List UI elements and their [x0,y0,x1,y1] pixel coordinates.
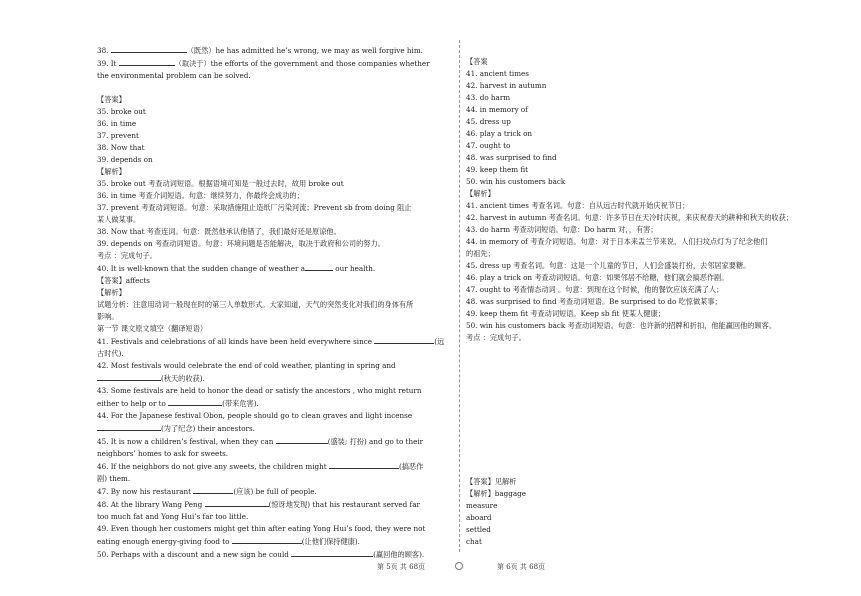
analysis-37-cont: 某人做某事。 [97,215,141,224]
column-divider [459,40,460,552]
answer-blank[interactable] [374,335,434,344]
analysis-35: 35. broke out 考查动词短语。根据语境可知是一般过去时，故用 broke out [97,179,344,188]
question-44: 44. For the Japanese festival Obon, people should go to clean graves and light incense [97,411,413,420]
analysis-item: 49. keep them fit 考查动词短语。Keep sb fit 使某人健康； [466,309,665,318]
answer-blank[interactable] [291,548,373,557]
analysis-heading: 【解析】 [97,167,126,176]
question-41-cont: 古时代). [97,349,124,358]
answer-item: 48. was surprised to find [466,153,557,162]
question-39-cont: the environmental problem can be solved. [97,71,251,80]
question-47: 47. By now his restaurant (应该) be full of people. [97,487,317,496]
answer-item: 50. win his customers back [466,177,566,186]
answer-blank[interactable] [193,485,233,494]
question-44-cont: (为了纪念) their ancestors. [97,422,452,435]
word-item: chat [466,537,482,546]
answer-item: 41. ancient times [466,69,529,78]
question-46-cont: 剧) them. [97,474,131,483]
analysis-item: 47. ought to 考查情态动词 。句意：到现在这个时候，他的餐饮应该充满了人； [466,285,724,294]
word-item: measure [466,501,498,510]
question-48: 48. At the library Wang Peng (惊讶地发现) that his restaurant served far [97,500,420,509]
kaodian: 考点 ：完成句子。 [466,333,526,342]
binding-circle-icon [455,562,463,570]
answer-item: 35. broke out [97,107,146,116]
answer-item: 37. prevent [97,131,139,140]
word-item: settled [466,525,491,534]
analysis-37: 37. prevent 考查动词短语。句意：采取措施阻止造纸厂污染河流；Prevent sb from doing 阻止 [97,203,412,212]
answer-item: 44. in memory of [466,105,528,114]
answer-heading: 【答案 [466,57,488,66]
answer-40: 【答案】affects [97,276,150,285]
question-42-cont: (秋天的收获). [97,372,452,385]
analysis-bottom: 【解析】baggage [466,489,526,498]
question-46: 46. If the neighbors do not give any sweets, the children might (搞恶作 [97,462,424,471]
answer-blank[interactable] [97,422,161,431]
answer-item: 42. harvest in autumn [466,81,547,90]
analysis-item: 48. was surprised to find 考查动词短语。Be surprised to do 吃惊做某事； [466,297,722,306]
answer-item: 43. do harm [466,93,511,102]
answer-heading: 【答案】 [97,95,126,104]
analysis-39: 39. depends on 考查动词短语。句意：环境问题是否能解决，取决于政府和公司的努力。 [97,239,385,248]
analysis-heading: 【解析】 [97,288,126,297]
answer-item: 39. depends on [97,155,153,164]
answer-bottom: 【答案】见解析 [466,477,517,486]
question-45: 45. It is now a children’s festival, when they can (盛装; 打扮) and go to their [97,437,424,446]
page-number-right: 第 6页 共 68页 [497,563,546,571]
analysis-item: 43. do harm 考查动词短语。句意：Do harm 对，，有害； [466,225,658,234]
right-column [466,44,828,548]
answer-item: 46. play a trick on [466,129,533,138]
analysis-40-cont: 影响。 [97,312,119,321]
analysis-item: 42. harvest in autumn 考查名词。句意：许多节日在天冷时庆祝，来庆祝春天的耕种和秋天的收获； [466,213,793,222]
question-49-cont: eating enough energy-giving food to (让他们保持健康). [97,537,360,546]
analysis-item: 50. win his customers back 考查动词短语。句意：也许新的招牌和折扣，他能赢回他的顾客。 [466,321,777,330]
question-41: 41. Festivals and celebrations of all kinds have been held everywhere since (远 [97,337,445,346]
question-43-cont: either to help or to (带来危害). [97,399,259,408]
page-number-left: 第 5页 共 68页 [377,563,426,571]
answer-blank[interactable] [232,535,302,544]
question-40: 40. It is well-known that the sudden change of weather a our health. [97,264,376,273]
section-title: 第一节 课文原文填空（翻译短语） [97,324,208,333]
answer-item: 38. Now that [97,143,145,152]
question-50: 50. Perhaps with a discount and a new sign he could (赢回他的顾客). [97,550,425,559]
analysis-36: 36. in time 考查介词短语。句意：继续努力，你最终会成功的； [97,191,304,200]
answer-item: 47. ought to [466,141,511,150]
analysis-item: 的祖先； [466,249,495,258]
question-38: 38. （既然）he has admitted he’s wrong, we may as well forgive him. [97,46,423,55]
word-item: aboard [466,513,492,522]
question-49: 49. Even though her customers might get thin after eating Yong Hui’s food, they were not [97,524,426,533]
question-48-cont: too much fat and Yong Hui’s far too little. [97,512,249,521]
question-42: 42. Most festivals would celebrate the end of cold weather, planting in spring and [97,361,396,370]
analysis-item: 41. ancient times 考查名词。句意：自从远古时代就开始庆祝节日； [466,201,690,210]
answer-blank[interactable] [305,262,333,271]
answer-item: 45. dress up [466,117,511,126]
analysis-item: 45. dress up 考查名词。句意：这是一个儿童的节日，人们会盛装打扮，去邻居家要糖。 [466,261,751,270]
analysis-40: 试题分析：注意用动词一般现在时的第三人单数形式。大家知道，天气的突然变化对我们的身体有所 [97,300,414,309]
answer-blank[interactable] [329,460,399,469]
question-43: 43. Some festivals are held to honor the dead or satisfy the ancestors , who might return [97,386,422,395]
answer-blank[interactable] [276,435,328,444]
analysis-item: 44. in memory of 考查介词短语。句意：对于日本来盂兰节来说，人们扫坟点灯为了纪念他们 [466,237,768,246]
answer-item: 36. in time [97,119,137,128]
question-39: 39. It （取决于）the efforts of the government and those companies whether [97,59,430,68]
analysis-item: 46. play a trick on 考查动词短语。句意：如果邻居不给糖，他们就会搞恶作剧。 [466,273,729,282]
answer-blank[interactable] [119,57,175,66]
question-45-cont: neighbors’ homes to ask for sweets. [97,449,229,458]
analysis-38: 38. Now that 考查连词。句意：既然他承认他错了，我们最好还是原谅他。 [97,227,341,236]
left-column [97,44,452,561]
answer-blank[interactable] [111,44,187,53]
answer-blank[interactable] [205,498,269,507]
answer-blank[interactable] [168,397,222,406]
analysis-heading: 【解析】 [466,189,495,198]
answer-item: 49. keep them fit [466,165,529,174]
answer-blank[interactable] [97,372,161,381]
kaodian: 考点 ：完成句子。 [97,251,157,260]
